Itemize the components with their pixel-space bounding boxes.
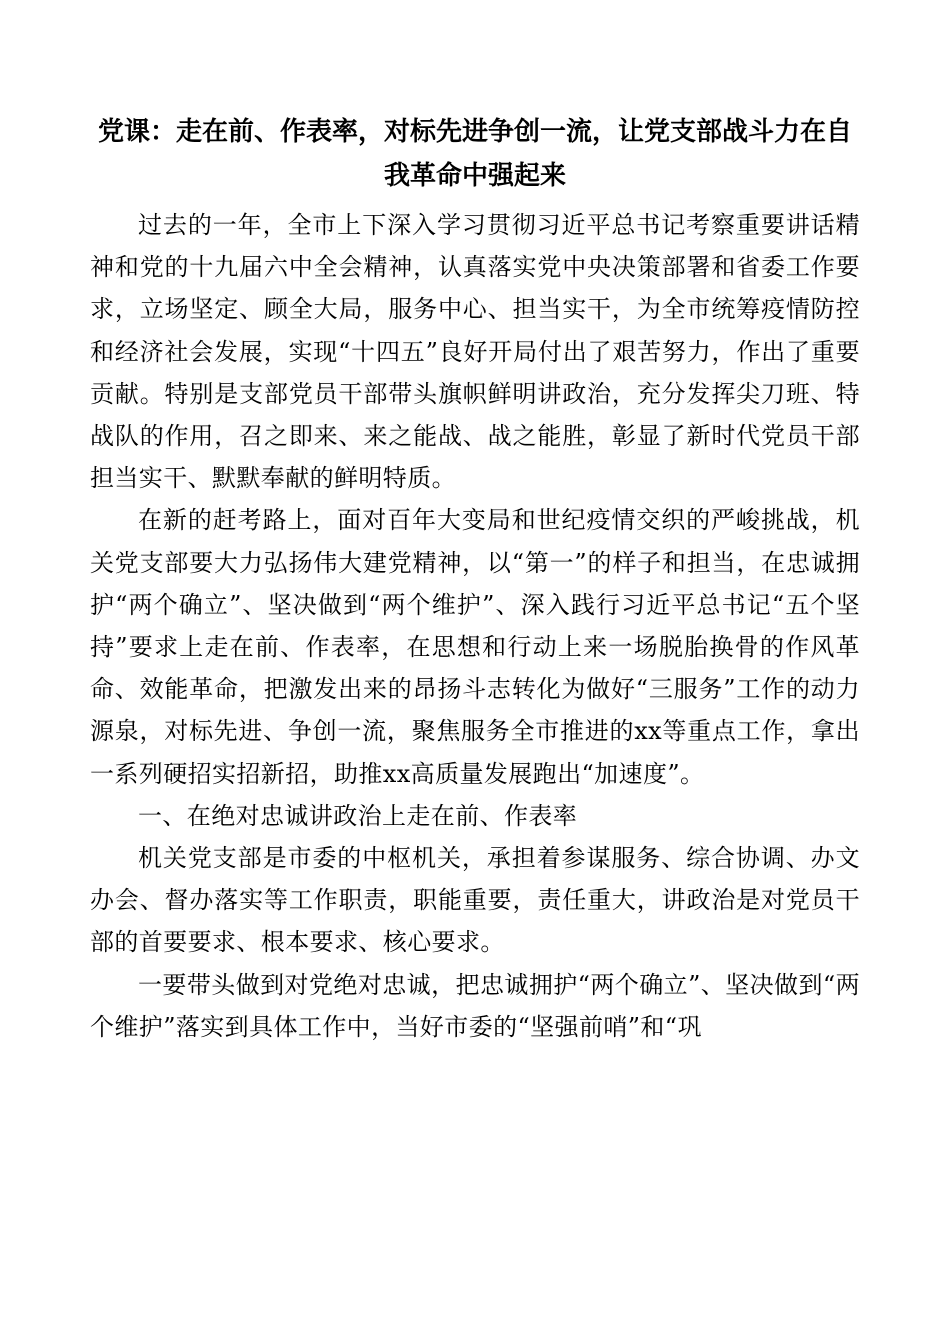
paragraph-review: 过去的一年，全市上下深入学习贯彻习近平总书记考察重要讲话精神和党的十九届六中全会精神，认真落实党中央决策部署和省委工作要求，立场坚定、顾全大局，服务中心、担当实干，为全市统筹疫情防控和经济社会发展，实现“十四五”良好开局付出了艰苦努力，作出了重要贡献。特别是支部党员干部带头旗帜鲜明讲政治，充分发挥尖刀班、特战队的作用，召之即来、来之能战、战之能胜，彰显了新时代党员干部担当实干、默默奉献的鲜明特质。 <box>90 211 860 493</box>
document-page <box>90 110 860 1048</box>
paragraph-new-journey: 在新的赶考路上，面对百年大变局和世纪疫情交织的严峻挑战，机关党支部要大力弘扬伟大建党精神，以“第一”的样子和担当，在忠诚拥护“两个确立”、坚决做到“两个维护”、深入践行习近平总书记“五个坚持”要求上走在前、作表率，在思想和行动上来一场脱胎换骨的作风革命、效能革命，把激发出来的昂扬斗志转化为做好“三服务”工作的动力源泉，对标先进、争创一流，聚焦服务全市推进的xx等重点工作，拿出一系列硬招实招新招，助推xx高质量发展跑出“加速度”。 <box>90 506 860 788</box>
section-heading-1: 一、在绝对忠诚讲政治上走在前、作表率 <box>138 801 578 830</box>
document-title: 党课：走在前、作表率，对标先进争创一流，让党支部战斗力在自我革命中强起来 <box>97 117 852 191</box>
paragraph-section-1-intro: 机关党支部是市委的中枢机关，承担着参谋服务、综合协调、办文办会、督办落实等工作职责，职能重要，责任重大，讲政治是对党员干部的首要要求、根本要求、核心要求。 <box>90 844 860 957</box>
paragraph-section-1-point-1: 一要带头做到对党绝对忠诚，把忠诚拥护“两个确立”、坚决做到“两个维护”落实到具体工作中，当好市委的“坚强前哨”和“巩 <box>90 970 860 1041</box>
